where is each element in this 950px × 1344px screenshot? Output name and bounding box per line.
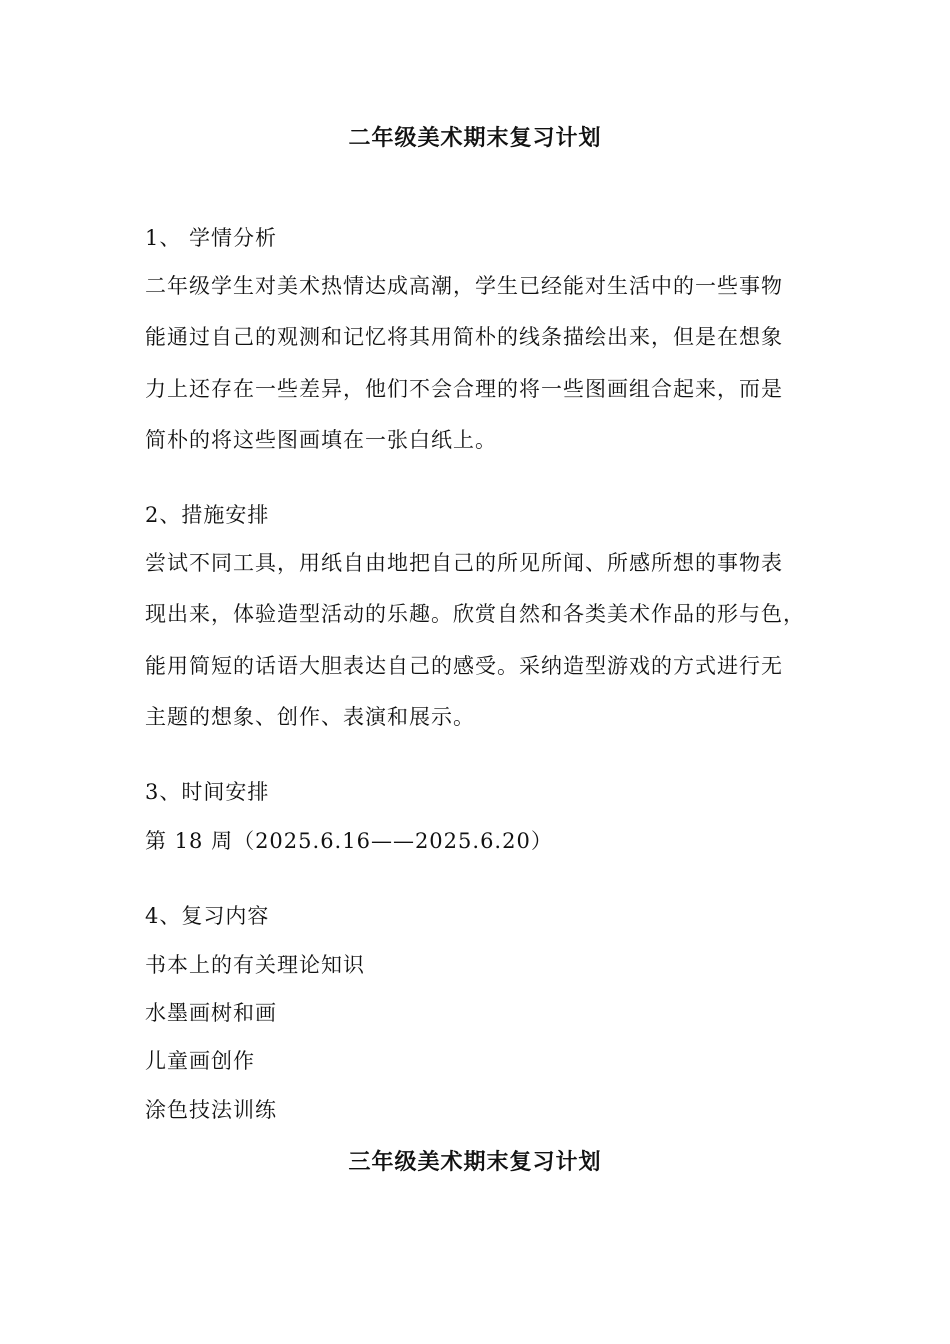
paragraph-line: 尝试不同工具，用纸自由地把自己的所见所闻、所感所想的事物表	[145, 551, 783, 575]
list-item: 涂色技法训练	[145, 1098, 277, 1122]
list-item: 儿童画创作	[145, 1049, 255, 1073]
schedule-line: 第 18 周（2025.6.16——2025.6.20）	[145, 829, 553, 853]
document-title: 二年级美术期末复习计划	[348, 125, 602, 151]
paragraph-line: 主题的想象、创作、表演和展示。	[145, 705, 475, 729]
paragraph-line: 力上还存在一些差异，他们不会合理的将一些图画组合起来，而是	[145, 377, 783, 401]
section-heading-review-content: 4、复习内容	[145, 904, 270, 928]
section-heading-analysis: 1、 学情分析	[145, 226, 278, 250]
paragraph-line: 能用简短的话语大胆表达自己的感受。采纳造型游戏的方式进行无	[145, 654, 783, 678]
list-item: 书本上的有关理论知识	[145, 953, 365, 977]
paragraph-line: 简朴的将这些图画填在一张白纸上。	[145, 428, 497, 452]
list-item: 水墨画树和画	[145, 1001, 277, 1025]
second-document-title: 三年级美术期末复习计划	[348, 1149, 602, 1175]
paragraph-line: 现出来，体验造型活动的乐趣。欣赏自然和各类美术作品的形与色，	[145, 602, 805, 626]
paragraph-line: 二年级学生对美术热情达成高潮，学生已经能对生活中的一些事物	[145, 274, 783, 298]
paragraph-line: 能通过自己的观测和记忆将其用简朴的线条描绘出来，但是在想象	[145, 325, 783, 349]
section-heading-measures: 2、措施安排	[145, 503, 270, 527]
section-heading-schedule: 3、时间安排	[145, 780, 270, 804]
